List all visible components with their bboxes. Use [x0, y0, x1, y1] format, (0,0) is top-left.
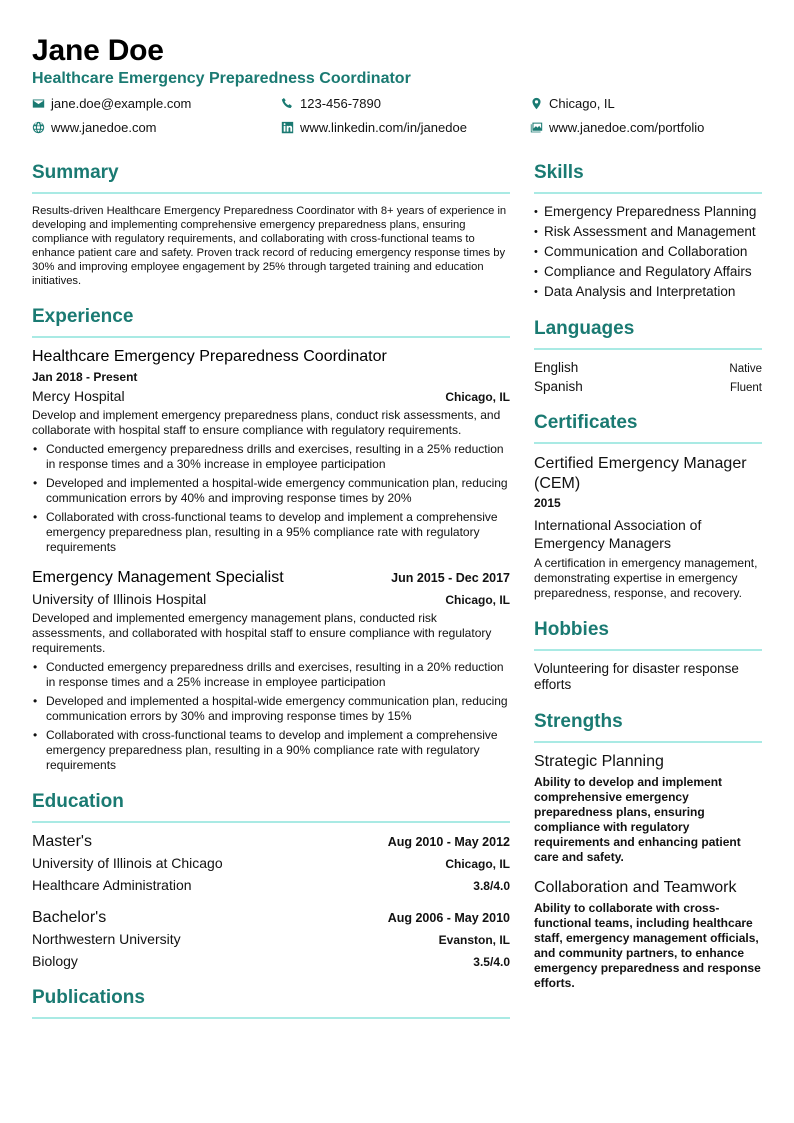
portfolio-icon: [530, 121, 543, 134]
contact-linkedin-text: www.linkedin.com/in/janedoe: [300, 120, 467, 135]
summary-text: Results-driven Healthcare Emergency Preparedness Coordinator with 8+ years of experience in developing and implementing comprehensive emergency preparedness plans, ensuring compliance with regulatory requirements, and collaborating with cross-functional teams to enhance patient care and safety. Proven track record of reducing emergency response times by 30% and improving employee engagement by 25% through targeted training and education initiatives.: [32, 205, 507, 287]
location-pin-icon: [530, 97, 543, 110]
contact-linkedin[interactable]: [281, 120, 467, 135]
publications-heading: Publications: [32, 987, 145, 1008]
job-description: Develop and implement emergency preparedness plans, conduct risk assessments, and collaborate with hospital staff to ensure compliance with regulatory requirements.: [32, 408, 501, 437]
achievement-item: • Collaborated with cross-functional teams to develop and implement a comprehensive emergency preparedness plan, resulting in a 95% compliance rate with regulatory requirements: [32, 510, 510, 555]
contact-email-text: jane.doe@example.com: [51, 96, 192, 111]
contact-location: [530, 96, 615, 111]
contact-email[interactable]: [32, 96, 191, 111]
education-dates: Aug 2010 - May 2012: [387, 835, 510, 849]
strengths-section: [534, 711, 762, 991]
gpa: 3.8/4.0: [473, 879, 510, 893]
summary-section: [32, 162, 510, 288]
job-achievements: [32, 442, 510, 555]
languages-heading: Languages: [534, 318, 635, 339]
phone-icon: [281, 97, 294, 110]
skill-item: • Risk Assessment and Management: [534, 224, 762, 240]
achievement-item: • Collaborated with cross-functional teams to develop and implement a comprehensive emergency preparedness plan, resulting in a 90% compliance rate with regulatory requirements: [32, 728, 510, 773]
languages-section: [534, 318, 762, 394]
contact-portfolio[interactable]: [530, 120, 704, 135]
school-name: Northwestern University: [32, 931, 181, 947]
publications-section: [32, 987, 510, 1019]
language-name: Spanish: [534, 379, 583, 394]
contact-phone-text: 123-456-7890: [300, 96, 381, 111]
skill-item: • Communication and Collaboration: [534, 244, 762, 260]
contact-website-text: www.janedoe.com: [51, 120, 157, 135]
certificates-section: [534, 412, 762, 601]
achievement-item: • Developed and implemented a hospital-wide emergency communication plan, reducing communication errors by 30% and improving response times by 15%: [32, 694, 510, 724]
hobby-item: Volunteering for disaster response efforts: [534, 661, 739, 692]
summary-heading: Summary: [32, 162, 119, 183]
degree: Master's: [32, 833, 92, 850]
field-of-study: Biology: [32, 953, 78, 969]
strength-item: [534, 753, 762, 865]
hobbies-section: [534, 619, 762, 693]
candidate-title: Healthcare Emergency Preparedness Coordinator: [32, 70, 411, 87]
job-entry: [32, 348, 510, 555]
language-level: Fluent: [730, 382, 762, 394]
school-location: Evanston, IL: [438, 933, 510, 947]
right-column: [534, 162, 762, 991]
language-item: [534, 360, 762, 375]
job-title: Emergency Management Specialist: [32, 569, 284, 586]
education-entry: [32, 833, 510, 893]
language-name: English: [534, 360, 579, 375]
skill-item: • Emergency Preparedness Planning: [534, 204, 762, 220]
certificates-heading: Certificates: [534, 412, 638, 433]
languages-list: [534, 360, 762, 394]
hobbies-heading: Hobbies: [534, 619, 609, 640]
achievement-item: • Conducted emergency preparedness drills and exercises, resulting in a 25% reduction in response times and a 30% increase in employee participation: [32, 442, 510, 472]
strength-description: Ability to develop and implement comprehensive emergency preparedness plans, ensuring compliance with regulatory requirements and enhancing patient care and safety.: [534, 775, 741, 864]
skills-list: [534, 204, 762, 300]
contact-phone[interactable]: [281, 96, 381, 111]
experience-heading: Experience: [32, 306, 134, 327]
education-entry: [32, 909, 510, 969]
job-title: Healthcare Emergency Preparedness Coordinator: [32, 348, 387, 365]
job-location: Chicago, IL: [445, 390, 510, 404]
job-organization: University of Illinois Hospital: [32, 591, 207, 607]
job-dates: Jun 2015 - Dec 2017: [391, 571, 510, 585]
skills-section: [534, 162, 762, 300]
contact-website[interactable]: [32, 120, 157, 135]
left-column: [32, 162, 510, 1019]
job-entry: [32, 569, 510, 773]
section-divider: [32, 821, 510, 823]
education-section: [32, 791, 510, 969]
certificate-year: 2015: [534, 496, 561, 510]
degree: Bachelor's: [32, 909, 107, 926]
job-organization: Mercy Hospital: [32, 388, 125, 404]
section-divider: [32, 192, 510, 194]
section-divider: [534, 442, 762, 444]
contact-portfolio-text: www.janedoe.com/portfolio: [549, 120, 705, 135]
candidate-name: Jane Doe: [32, 34, 164, 67]
section-divider: [534, 192, 762, 194]
section-divider: [534, 649, 762, 651]
field-of-study: Healthcare Administration: [32, 877, 192, 893]
achievement-item: • Conducted emergency preparedness drills and exercises, resulting in a 20% reduction in response times and a 25% increase in employee participation: [32, 660, 510, 690]
strength-name: Strategic Planning: [534, 753, 664, 770]
mail-icon: [32, 97, 45, 110]
experience-section: [32, 306, 510, 773]
contact-location-text: Chicago, IL: [549, 96, 615, 111]
strength-description: Ability to collaborate with cross-functional teams, including healthcare staff, emergency management officials, and community partners, to enhance emergency preparedness and response efforts.: [534, 901, 761, 990]
section-divider: [32, 1017, 510, 1019]
strength-item: [534, 879, 762, 991]
strength-name: Collaboration and Teamwork: [534, 879, 737, 896]
education-dates: Aug 2006 - May 2010: [387, 911, 510, 925]
section-divider: [534, 348, 762, 350]
skill-item: • Compliance and Regulatory Affairs: [534, 264, 762, 280]
achievement-item: • Developed and implemented a hospital-wide emergency communication plan, reducing communication errors by 40% and improving response times by 20%: [32, 476, 510, 506]
language-level: Native: [729, 363, 762, 375]
globe-icon: [32, 121, 45, 134]
language-item: [534, 379, 762, 394]
section-divider: [534, 741, 762, 743]
gpa: 3.5/4.0: [473, 955, 510, 969]
job-dates: Jan 2018 - Present: [32, 370, 138, 384]
school-location: Chicago, IL: [445, 857, 510, 871]
job-achievements: [32, 660, 510, 773]
education-heading: Education: [32, 791, 124, 812]
school-name: University of Illinois at Chicago: [32, 855, 223, 871]
skills-heading: Skills: [534, 162, 584, 183]
job-description: Developed and implemented emergency management plans, conducted risk assessments, and collaborated with hospital staff to ensure compliance with regulatory requirements.: [32, 611, 492, 655]
certificate-name: Certified Emergency Manager (CEM): [534, 455, 747, 492]
section-divider: [32, 336, 510, 338]
certificate-description: A certification in emergency management, demonstrating expertise in emergency preparedness, response, and recovery.: [534, 556, 758, 600]
linkedin-icon: [281, 121, 294, 134]
strengths-heading: Strengths: [534, 711, 623, 732]
skill-item: • Data Analysis and Interpretation: [534, 284, 762, 300]
job-location: Chicago, IL: [445, 593, 510, 607]
certificate-issuer: International Association of Emergency Managers: [534, 517, 702, 551]
